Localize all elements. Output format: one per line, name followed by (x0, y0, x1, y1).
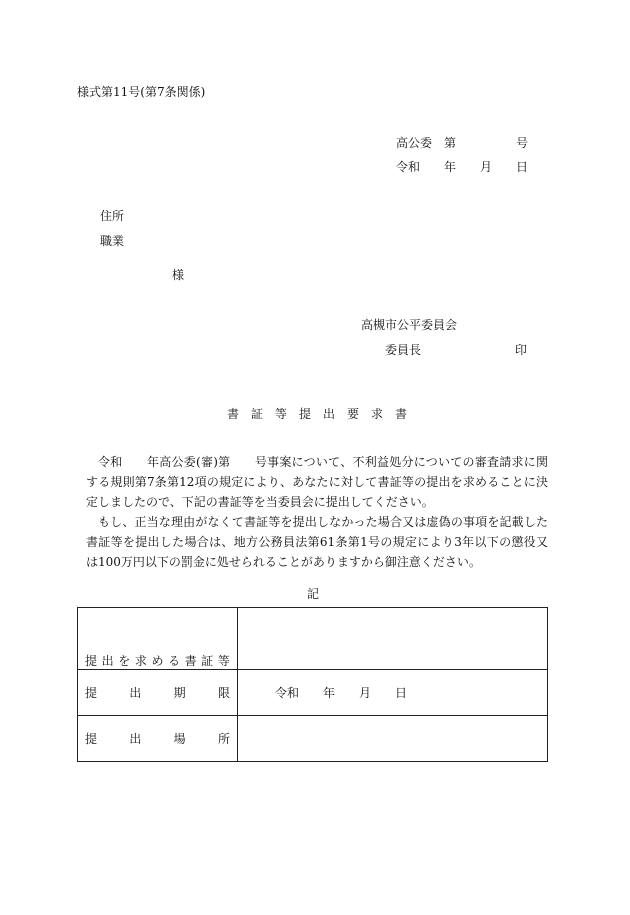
label-char: 提 (85, 654, 98, 668)
form-number: 様式第11号(第7条関係) (77, 85, 206, 99)
label-char: め (151, 654, 164, 668)
body-paragraph-1: 令和 年高公委(審)第 号事案について、不利益処分についての審査請求に関する規則第7条第12項の規定により、あなたに対して書証等の提出を求めることに決定しましたので、下記の書証等を当委員会に提出してください。 (86, 455, 548, 509)
label-char: 出 (129, 686, 142, 700)
label-char: 証 (201, 654, 214, 668)
recipient-occupation-label: 職業 (100, 234, 125, 248)
label-char: 期 (173, 686, 186, 700)
row-label-place (78, 716, 238, 762)
label-char: 出 (101, 654, 114, 668)
ki-heading: 記 (307, 587, 320, 601)
table-row (78, 670, 548, 716)
row-value-deadline: 令和 年 月 日 (238, 670, 548, 716)
row-label-deadline (78, 670, 238, 716)
label-char: 書 (184, 654, 197, 668)
label-char: を (118, 654, 131, 668)
label-char: 求 (134, 654, 147, 668)
row-value-place (238, 716, 548, 762)
issuer-chair-label: 委員長 (385, 343, 422, 357)
row-label-documents (78, 608, 238, 670)
row-value-documents (238, 608, 548, 670)
document-date: 令和 年 月 日 (396, 160, 529, 174)
recipient-honorific: 様 (172, 268, 185, 282)
seal-mark: 印 (515, 343, 528, 357)
label-char: 提 (85, 732, 98, 746)
label-char: 等 (217, 654, 230, 668)
label-char: 提 (85, 686, 98, 700)
document-reference-number: 高公委 第 号 (396, 136, 529, 150)
label-char: 所 (217, 732, 230, 746)
document-title: 書 証 等 提 出 要 求 書 (227, 407, 408, 421)
table-row (78, 608, 548, 670)
label-char: 場 (173, 732, 186, 746)
issuer-committee: 高槻市公平委員会 (361, 318, 458, 332)
table-row (78, 716, 548, 762)
label-char: 限 (217, 686, 230, 700)
label-char: 出 (129, 732, 142, 746)
label-char: る (168, 654, 181, 668)
recipient-address-label: 住所 (100, 209, 125, 223)
submission-table (77, 607, 548, 762)
body-text (86, 452, 548, 572)
body-paragraph-2: もし、正当な理由がなくて書証等を提出しなかった場合又は虚偽の事項を記載した書証等を提出した場合は、地方公務員法第61条第1号の規定により3年以下の懲役又は100万円以下の罰金に処せられることがありますから御注意ください。 (86, 515, 548, 569)
